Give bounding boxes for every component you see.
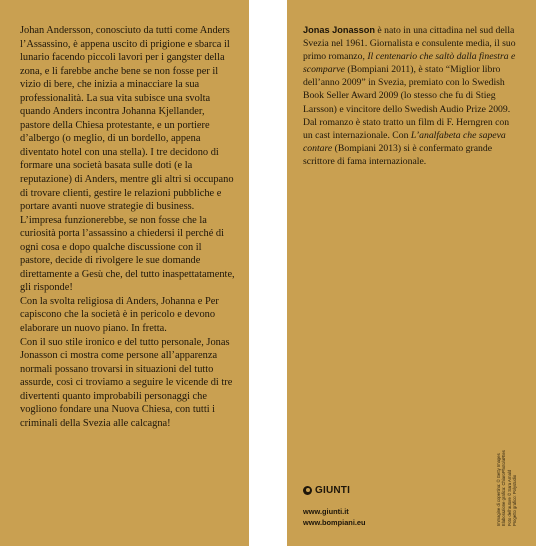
credit-line: Elaborazione grafica: ChiaroPhoto/aRtes — [501, 450, 507, 526]
publisher-name: GIUNTI — [315, 485, 351, 496]
bio-text: (Bompiani 2011), è stato “Miglior libro dell’anno 2009” in Svezia, premiato con lo Swedish Book Seller Award 2009 (lo stesso che fu di Stieg Larsson) e vincitore dello Swedish Audio Prize 2009. Dal romanzo è stato tratto un film di F. Herngren con un cast internazionale. Con — [303, 64, 511, 141]
synopsis-paragraph: Johan Andersson, conosciuto da tutti come Anders l’Assassino, è appena uscito di prigione e sbarca il lunario facendo piccoli lavori per i gangster della zona, e li farebbe anche bene se non fosse per il vizio di bere, che inizia a minacciare la sua professionalità. La sua vita subisce una svolta quando Anders incontra Johanna Kjellander, pastore della Chiesa protestante, e un portiere d’albergo (o meglio, di un bordello, appena diventato hotel con una stella). I tre decidono di formare una società basata sulle doti (e la reputazione) di Anders, mentre gli altri si occupano di trovare clienti, gestire le relazioni pubbliche e portare avanti nuove strategie di business. L’impresa funzionerebbe, se non fosse che la curiosità porta l’assassino a chiedersi il perché di ogni cosa e dopo qualche discussione con il pastore, decide di rivolgere le sue domande direttamente a Gesù che, del tutto inaspettatamente, gli risponde! — [20, 25, 235, 294]
synopsis-text — [20, 24, 236, 430]
book-title: L’analfabeta che sapeva contare — [303, 129, 506, 154]
publisher-links — [303, 506, 366, 528]
website-link[interactable]: www.giunti.it — [303, 507, 349, 516]
image-credits — [496, 436, 518, 526]
author-name: Jonas Jonasson — [303, 25, 375, 35]
author-bio — [303, 24, 519, 168]
credit-line: Immagine di copertina: © Getty Images — [496, 453, 501, 526]
credit-line: Foto dell’autore © Sara Arnald — [506, 469, 512, 526]
bio-text: (Bompiani 2013) si è confermato grande scrittore di fama internazionale. — [303, 142, 493, 167]
publisher-mark-icon — [303, 486, 312, 495]
publisher-logo — [303, 485, 350, 496]
book-title: Il centenario che saltò dalla finestra e scomparve — [303, 51, 516, 76]
bio-text: è nato in una cittadina nel sud della Svezia nel 1961. Giornalista e consulente media, il suo primo romanzo, — [303, 25, 516, 63]
synopsis-paragraph: Con il suo stile ironico e del tutto personale, Jonas Jonasson ci mostra come persone all’apparenza normali possano trovarsi in situazioni del tutto assurde, così ci troviamo a seguire le vicende di tre divertenti quanto improbabili personaggi che vogliono fondare una Nuova Chiesa, con tutti i criminali della Svezia alle calcagna! — [20, 336, 233, 429]
website-link[interactable]: www.bompiani.eu — [303, 518, 366, 527]
credit-line: Progetto grafico: Polystudio — [512, 474, 518, 526]
synopsis-paragraph: Con la svolta religiosa di Anders, Johanna e Per capiscono che la società è in pericolo e devono elaborare un nuovo piano. In fretta. — [20, 295, 219, 335]
fold-gap — [249, 0, 287, 546]
